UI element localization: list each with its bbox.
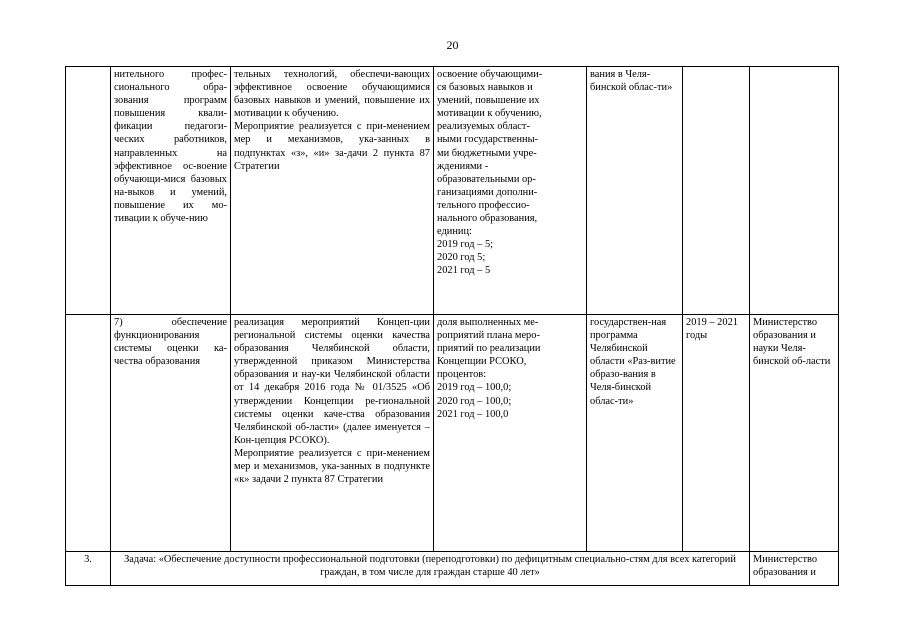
indicator-line: 2020 год 5;: [437, 252, 486, 264]
measure-note: Мероприятие реализуется с при-менением мер и механизмов, ука-занных в подпунктах «з», «и» за-дачи 2 пункта 87 Стратегии: [234, 121, 430, 172]
task-heading: Задача: «Обеспечение доступности профессиональной подготовки (переподготовки) по дефицитным специально-стям для всех категорий граждан, в том числе для граждан старше 40 лет»: [124, 554, 736, 579]
task-cell: 7) обеспечение функционирования системы оценки ка-чества образования: [111, 315, 231, 552]
indicator-line: ся базовых навыков и: [437, 82, 533, 94]
indicator-line: доля выполненных ме-: [437, 317, 539, 328]
program-cell: вания в Челя-бинской облас-ти»: [587, 67, 683, 315]
period-cell: 2019 – 2021 годы: [683, 315, 750, 552]
measure-cell: [231, 67, 434, 315]
indicator-line: 2021 год – 5: [437, 265, 491, 277]
indicator-line: Концепции РСОКО,: [437, 356, 527, 368]
page-number: 20: [446, 38, 459, 52]
indicator-line: умений, повышение их: [437, 95, 540, 107]
indicator-line: 2020 год – 100,0;: [437, 395, 512, 407]
indicator-line: единиц:: [437, 226, 472, 238]
row-number-cell: [66, 67, 111, 315]
row-number-cell: [66, 315, 111, 552]
row-number-cell: 3.: [66, 552, 111, 586]
indicator-line: ждениями -: [437, 160, 489, 172]
indicator-line: процентов:: [437, 369, 487, 381]
indicator-cell: [434, 315, 587, 552]
task-cell: нительного профес-сионального обра-зования программ повышения квали-фикации педагоги-ческих работников, направленных на эффективное ос-воение обучающи-мися базовых на-выков и умений, повышение их мо-тивации к обуче-нию: [111, 67, 231, 315]
task-heading-cell: [111, 552, 750, 586]
responsible-cell: [750, 67, 839, 315]
measure-note: Мероприятие реализуется с при-менением мер и механизмов, ука-занных в подпункте «к» задачи 2 пункта 87 Стратегии: [234, 447, 430, 486]
responsible-cell: Министерство образования и науки Челя-бинской об-ласти: [750, 315, 839, 552]
measure-text: реализация мероприятий Концеп-ции региональной системы оценки качества образования Челябинской области, утвержденной приказом Министерства образования и нау-ки Челябинской области от 14 декабря 2016 года № 01/3525 «Об утверждении Концепции ре-гиональной системы оценки каче-ства образования Челябинской об-ласти» (далее именуется – Кон-цепция РСОКО).: [234, 317, 430, 446]
table-row: [66, 552, 839, 586]
indicator-line: нального образования,: [437, 213, 538, 225]
indicator-line: реализуемых област-: [437, 121, 530, 133]
indicator-line: образовательными ор-: [437, 173, 536, 185]
program-cell: государствен-ная программа Челябинской области «Раз-витие образо-вания в Челя-бинской облас-ти»: [587, 315, 683, 552]
indicator-line: 2021 год – 100,0: [437, 408, 509, 420]
indicator-line: освоение обучающими-: [437, 69, 543, 80]
indicator-line: 2019 год – 5;: [437, 239, 494, 251]
measure-cell: [231, 315, 434, 552]
period-cell: [683, 67, 750, 315]
indicator-line: мотивации к обучению,: [437, 108, 542, 120]
indicator-cell: [434, 67, 587, 315]
indicator-line: 2019 год – 100,0;: [437, 382, 512, 394]
table-row: [66, 315, 839, 552]
strategy-table: [65, 66, 839, 586]
indicator-line: ными государственны-: [437, 134, 539, 146]
table-row: [66, 67, 839, 315]
indicator-line: роприятий плана меро-: [437, 330, 540, 342]
indicator-line: ганизациями дополни-: [437, 186, 538, 198]
indicator-line: приятий по реализации: [437, 343, 541, 355]
indicator-line: тельного профессио-: [437, 199, 530, 211]
indicator-line: ми бюджетными учре-: [437, 147, 537, 159]
measure-text: тельных технологий, обеспечи-вающих эффективное освоение обучающимися базовых навыков и умений, повышение их мотивации к обучению.: [234, 69, 430, 120]
responsible-cell: Министерство образования и: [750, 552, 839, 586]
